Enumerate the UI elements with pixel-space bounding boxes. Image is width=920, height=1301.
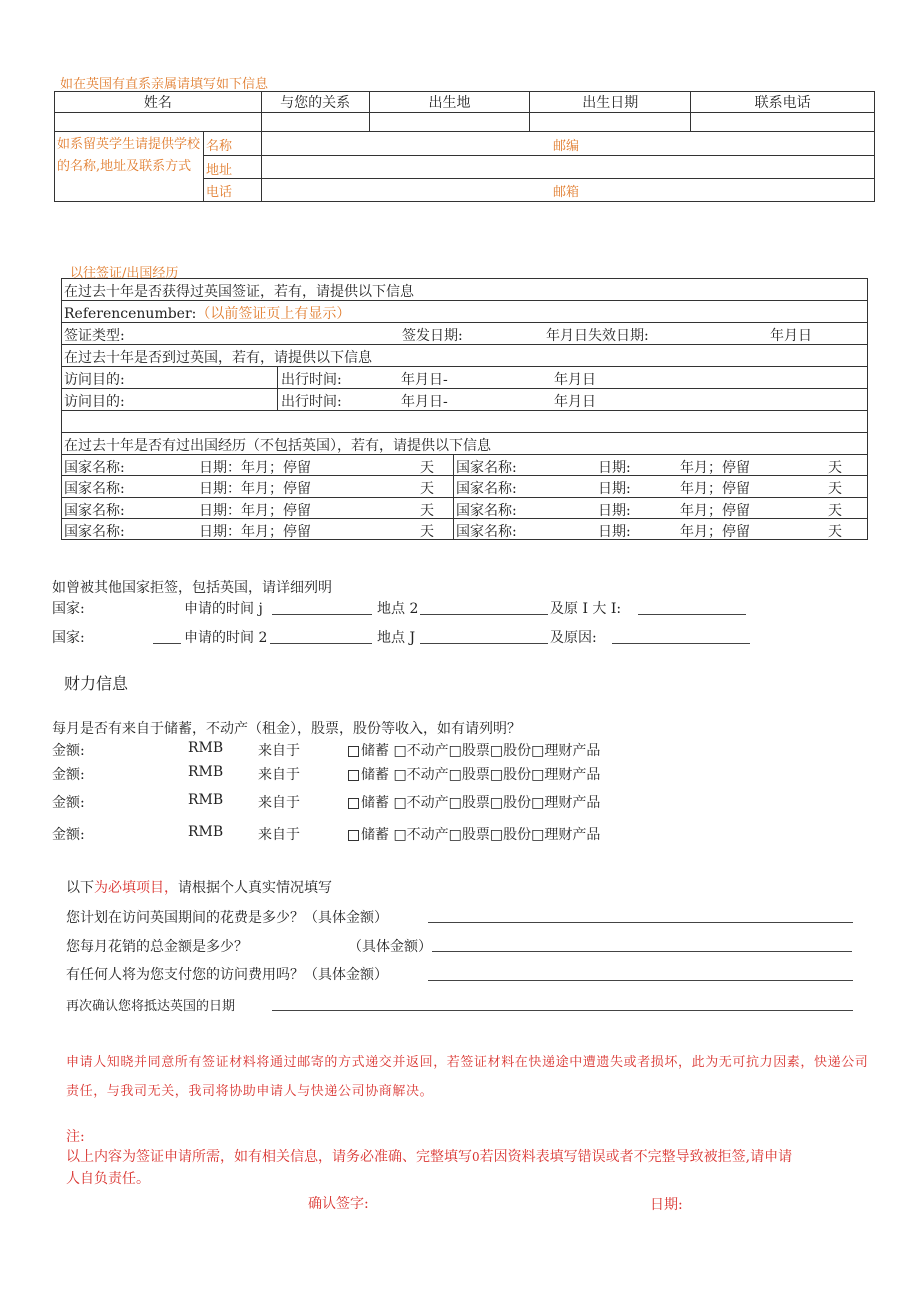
refusal-time-label: 申请的时间 2 (184, 630, 268, 646)
abroad-question: 在过去十年是否有过出国经历（不包括英国），若有，请提供以下信息 (64, 438, 491, 454)
abroad-date-label: 日期：年月；停留 (199, 524, 311, 540)
currency-label: RMB (188, 824, 224, 840)
school-email-label: 邮箱 (553, 185, 580, 200)
relative-birthdate-field[interactable] (530, 113, 691, 132)
abroad-days: 天 (828, 503, 842, 519)
expiry-ymd: 年月日 (770, 328, 812, 344)
refusal-country-field[interactable] (153, 629, 181, 644)
abroad-days: 天 (420, 460, 434, 476)
abroad-date-label: 日期: (598, 481, 631, 497)
source-label: 来自于 (258, 767, 300, 783)
currency-label: RMB (188, 792, 224, 808)
refusal-reason-field[interactable] (638, 600, 746, 615)
refusal-reason-label: 及原 I 大 I: (550, 601, 622, 617)
abroad-country-label: 国家名称: (456, 503, 517, 519)
courier-notice: 申请人知晓并同意所有签证材料将通过邮寄的方式递交并返回，若签证材料在快递途中遭遗失或者损坏，此为无可抗力因素，快递公司责任，与我司无关，我司将协助申请人与快递公司协商解决。 (66, 1055, 869, 1099)
visit-from: 年月日- (401, 394, 448, 410)
abroad-date-label: 日期: (598, 524, 631, 540)
source-label: 来自于 (258, 743, 300, 759)
refusal-country-label: 国家: (52, 630, 85, 646)
refusal-country-label: 国家: (52, 601, 85, 617)
amount-label: 金额: (52, 795, 85, 811)
school-address-label: 地址 (206, 163, 233, 178)
col-phone: 联系电话 (691, 92, 875, 113)
checkbox-icon[interactable] (348, 830, 359, 841)
visit-to: 年月日 (554, 372, 596, 388)
refusal-time-field[interactable] (272, 600, 372, 615)
visit-purpose-label: 访问目的: (64, 394, 125, 410)
sponsor-answer-field[interactable] (428, 966, 853, 981)
income-source-options[interactable]: 储蓄 □不动产□股票□股份□理财产品 (348, 740, 600, 760)
refusal-place-field[interactable] (420, 600, 548, 615)
income-source-options[interactable]: 储蓄 □不动产□股票□股份□理财产品 (348, 824, 600, 844)
visa-history-table (61, 278, 868, 540)
abroad-date-label: 日期: (598, 460, 631, 476)
abroad-days: 天 (828, 481, 842, 497)
abroad-country-label: 国家名称: (456, 460, 517, 476)
income-source-options[interactable]: 储蓄 □不动产□股票□股份□理财产品 (348, 764, 600, 784)
income-source-options[interactable]: 储蓄 □不动产□股票□股份□理财产品 (348, 792, 600, 812)
required-heading: 以下为必填项目，请根据个人真实情况填写 (66, 880, 332, 896)
reference-number-label: Referencenumber: (64, 306, 197, 322)
reference-number-note: （以前签证页上有显示） (196, 306, 351, 322)
uk-visit-question: 在过去十年是否到过英国，若有，请提供以下信息 (64, 350, 372, 366)
arrival-question: 再次确认您将抵达英国的日期 (66, 999, 236, 1014)
school-name-label: 名称 (206, 139, 233, 154)
relative-name-field[interactable] (55, 113, 262, 132)
monthly-question-amount: （具体金额） (348, 939, 432, 955)
school-postcode-label: 邮编 (553, 139, 580, 154)
visa-history-heading: 以往签证/出国经历 (70, 266, 179, 281)
refusal-place-field[interactable] (420, 629, 548, 644)
refusal-heading: 如曾被其他国家拒签，包括英国，请详细列明 (52, 580, 332, 596)
expiry-date-label: 年月日失效日期: (546, 328, 649, 344)
relative-birthplace-field[interactable] (369, 113, 530, 132)
currency-label: RMB (188, 764, 224, 780)
abroad-date-label: 日期: (598, 503, 631, 519)
abroad-country-label: 国家名称: (64, 481, 125, 497)
abroad-days: 天 (420, 524, 434, 540)
arrival-answer-field[interactable] (272, 996, 853, 1011)
abroad-country-label: 国家名称: (64, 524, 125, 540)
visit-to: 年月日 (554, 394, 596, 410)
abroad-days: 天 (828, 460, 842, 476)
col-birthdate: 出生日期 (530, 92, 691, 113)
note-text: 以上内容为签证申请所需，如有相关信息，请务必准确、完整填写0若因资料表填写错误或者不完整导致被拒签,请申请 人自负责任。 (66, 1149, 793, 1187)
spend-question: 您计划在访问英国期间的花费是多少？（具体金额） (66, 910, 388, 926)
abroad-country-label: 国家名称: (456, 481, 517, 497)
amount-label: 金额: (52, 827, 85, 843)
abroad-days: 天 (420, 503, 434, 519)
col-name: 姓名 (55, 92, 262, 113)
visit-time-label: 出行时间: (281, 394, 342, 410)
refusal-time-label: 申请的时间 j (184, 601, 263, 617)
checkbox-icon[interactable] (348, 770, 359, 781)
refusal-reason-field[interactable] (612, 629, 750, 644)
signature-label: 确认签字: (308, 1196, 369, 1212)
abroad-country-label: 国家名称: (64, 503, 125, 519)
amount-label: 金额: (52, 767, 85, 783)
refusal-reason-label: 及原因: (550, 630, 597, 646)
abroad-date-label: 日期：年月；停留 (199, 460, 311, 476)
monthly-question: 您每月花销的总金额是多少？ (66, 939, 248, 955)
amount-label: 金额: (52, 743, 85, 759)
relative-phone-field[interactable] (691, 113, 875, 132)
relative-relation-field[interactable] (261, 113, 369, 132)
abroad-ym-label: 年月；停留 (680, 503, 750, 519)
visit-purpose-label: 访问目的: (64, 372, 125, 388)
col-relation: 与您的关系 (261, 92, 369, 113)
uk-relatives-heading: 如在英国有直系亲属请填写如下信息 (60, 77, 269, 92)
abroad-country-label: 国家名称: (64, 460, 125, 476)
school-phone-label: 电话 (206, 185, 233, 200)
abroad-ym-label: 年月；停留 (680, 524, 750, 540)
abroad-ym-label: 年月；停留 (680, 460, 750, 476)
monthly-answer-field[interactable] (432, 937, 852, 952)
abroad-date-label: 日期：年月；停留 (199, 503, 311, 519)
refusal-place-label: 地点 J (377, 630, 416, 646)
abroad-days: 天 (828, 524, 842, 540)
note-title: 注: (66, 1129, 85, 1145)
student-school-block (54, 132, 875, 202)
spend-answer-field[interactable] (428, 908, 853, 923)
source-label: 来自于 (258, 795, 300, 811)
source-label: 来自于 (258, 827, 300, 843)
refusal-place-label: 地点 2 (377, 601, 419, 617)
checkbox-icon[interactable] (348, 798, 359, 809)
checkbox-icon[interactable] (348, 746, 359, 757)
col-birthplace: 出生地 (369, 92, 530, 113)
issue-date-label: 签发日期: (402, 328, 463, 344)
uk-relatives-table (54, 91, 875, 132)
visit-from: 年月日- (401, 372, 448, 388)
currency-label: RMB (188, 740, 224, 756)
visit-time-label: 出行时间: (281, 372, 342, 388)
abroad-ym-label: 年月；停留 (680, 481, 750, 497)
student-note: 如系留英学生请提供学校的名称,地址及联系方式 (57, 137, 201, 174)
abroad-days: 天 (420, 481, 434, 497)
finance-question: 每月是否有来自于储蓄，不动产（租金），股票，股份等收入，如有请列明？ (52, 721, 521, 737)
signature-date-label: 日期: (650, 1197, 683, 1213)
abroad-date-label: 日期：年月；停留 (199, 481, 311, 497)
finance-heading: 财力信息 (64, 674, 129, 693)
abroad-country-label: 国家名称: (456, 524, 517, 540)
sponsor-question: 有任何人将为您支付您的访问费用吗？（具体金额） (66, 967, 388, 983)
uk-visa-question: 在过去十年是否获得过英国签证，若有，请提供以下信息 (64, 284, 414, 300)
visa-type-label: 签证类型: (64, 328, 125, 344)
refusal-time-field[interactable] (270, 629, 372, 644)
